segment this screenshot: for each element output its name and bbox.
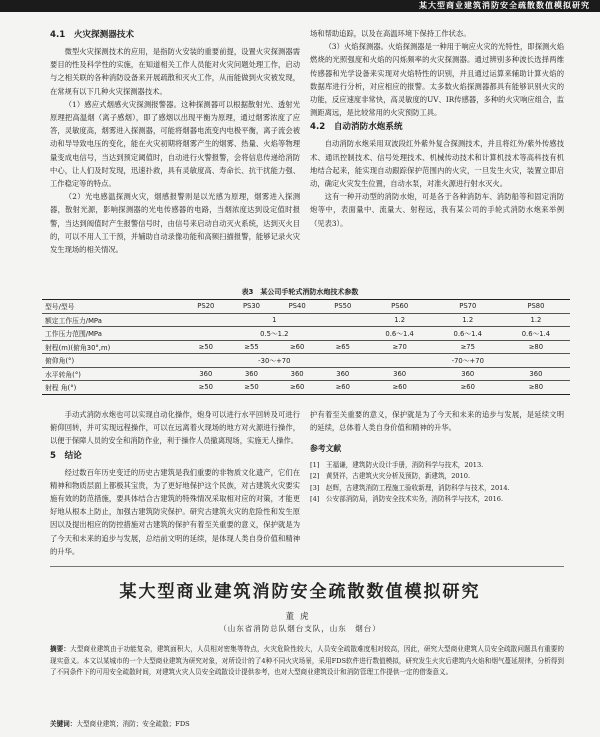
article-author: 董虎 [285, 612, 315, 622]
right-column-top [310, 27, 564, 230]
reference-item: [1] 王福谦，建筑防火设计手册，消防科学与技术，2013. [310, 460, 484, 469]
table-cell: 360 [320, 367, 366, 381]
abstract-label: 摘要： [50, 645, 71, 653]
table-header-cell: PS30 [229, 300, 275, 314]
table-cell: 1.2 [366, 313, 434, 327]
table-cell: ≥60 [274, 381, 320, 395]
paragraph: 自动消防水炮采用双波段红外紫外复合探测技术，并且将红外/紫外传感技术、通讯控制技术、信号处理技术、机械传动技术和计算机技术等高科技有机地结合起来，能实现自动跟踪保护范围内的火灾，一旦发生火灾，装置立即启动，确定火灾发生位置，自动水泵，对准火源进行射水灭火。 [310, 139, 564, 189]
table-row [42, 354, 570, 368]
paragraph: 场和帮助追踪，以及在高温环境下保持工作状态。 [310, 29, 471, 38]
table-cell: 射程 角(°) [42, 381, 183, 395]
paragraph: （2）光电感温探测火灾，烟感报警则是以光感为原理，烟雾进入探测器，散射光源，影响探测器的光电传感器的电路，当烟浓度达到设定值时报警，当达到阀值时产生报警信号时，由信号来启动自动灭火系统，达到灭火目的，可以不用人工干预，并辅助自动录像功能和高频扫描报警，能够记录火灾发生现场的相关情况。 [50, 192, 300, 255]
table-header-cell: PS50 [320, 300, 366, 314]
reference-item: [4] 公安部消防局，消防安全技术实务，消防科学与技术，2016. [310, 495, 504, 504]
table-cell: ≥70 [366, 340, 434, 354]
paragraph: 经过数百年历史变迁的历史古建筑是我们重要的非物质文化遗产，它们在精神和物质层面上都极其宝贵，为了更好地保护这个民族，对古建筑火灾要实施有效的防范措施，要具体结合古建筑的特殊情况采取相对应的对策，才能更好地从根本上防止，加强古建筑防灾保护。研究古建筑火灾的危险性和发生原因以及提出相应的防控措施对古建筑的保护有着至关重要的意义，保护就是为了今天和未来的追步与发展，总结前文明的延续，是体现人类自身价值和精神的升华。 [50, 467, 300, 556]
table-cell: 0.6～1.4 [366, 327, 434, 341]
table-header-cell: PS60 [366, 300, 434, 314]
table-cell: 360 [502, 367, 570, 381]
table-cell: 360 [434, 367, 502, 381]
table-cell: 1 [183, 313, 366, 327]
article-affiliation: （山东省消防总队烟台支队，山东 烟台） [219, 624, 381, 633]
paragraph: 这有一种开动型的消防水炮，可是各于各种消防车、消防船等和固定消防炮等中，表面量中、流量大、射程远，我有某公司的手轮式消防水炮来举例（见表3）。 [310, 192, 564, 228]
table-cell: 射程(m)(俯角30°,m) [42, 340, 183, 354]
section-5-heading: 5 结论 [50, 450, 82, 461]
table-cell: ≥60 [434, 381, 502, 395]
table-row [42, 313, 570, 327]
table-cell: ≥80 [502, 340, 570, 354]
table-header-cell: PS70 [434, 300, 502, 314]
reference-item: [2] 黄贤祥，古建筑火灾分析及预防，新建筑，2010. [310, 472, 471, 481]
table-cell: ≥55 [229, 340, 275, 354]
abstract [50, 644, 564, 679]
references-heading: 参考文献 [310, 444, 342, 454]
table-header-cell: PS40 [274, 300, 320, 314]
table-cell: 1.2 [434, 313, 502, 327]
table-row [42, 367, 570, 381]
article-title: 某大型商业建筑消防安全疏散数值模拟研究 [119, 582, 481, 602]
left-column-bottom [50, 408, 300, 556]
table-cell: ≥50 [229, 381, 275, 395]
table-header-cell: PS20 [183, 300, 229, 314]
paragraph: 手动式消防水炮也可以实现自动化操作，炮身可以进行水平回转及可进行俯仰回转，并可实现远程操作，可以在远离着火现场的地方对火源进行操作，以便于保障人员的安全和消防作业，利于操作人员撤离现场，实施无人操作。 [50, 410, 300, 446]
table-row [42, 381, 570, 395]
table-cell: 俯仰角(°) [42, 354, 183, 368]
table-cell: ≥50 [183, 340, 229, 354]
table-cell: ≥75 [434, 340, 502, 354]
section-4-2-heading: 4.2 自动消防水炮系统 [310, 122, 403, 133]
table-header-row [42, 300, 570, 314]
reference-item: [3] 赵辉，古建筑消防工程施工验收新理，消防科学与技术，2014. [310, 483, 510, 492]
table-cell: ≥50 [183, 381, 229, 395]
table-cell: ≥60 [274, 340, 320, 354]
table-cell: 360 [274, 367, 320, 381]
paragraph: （1）感应式烟感火灾探测报警器。这种探测器可以根据散射光、透射光原理把高温烟（离子感烟），即了感烟以出现平衡为原理，通过烟雾浓度了应答，灵敏度高，烟雾进入探测器，可能将烟器电流变内电极平衡，离子流会被动和导导致电压的变化，能在火灾初期将烟雾产生的烟雾、热量、火焰等物理量变成电信号，当达到预定阈值时，自动进行火警报警，会将信息传递给消防中心，让人们及时发现，迅速扑救，具有灵敏度高、寿命长、抗干扰能力强、工作稳定等的特点。 [50, 99, 300, 189]
table-cell: ≥80 [502, 381, 570, 395]
article-divider [50, 566, 564, 567]
running-header-bar [0, 0, 600, 12]
table-header-cell: PS80 [502, 300, 570, 314]
section-4-1-heading: 4.1 火灾探测器技术 [50, 30, 134, 40]
keywords-text: 大型商业建筑；消防；安全疏散；FDS [76, 720, 190, 728]
paragraph: 护有着至关重要的意义，保护就是为了今天和未来的追步与发展，是延续文明的延续，总体着人类自身价值和精神的升华。 [310, 410, 564, 433]
references-list [310, 460, 564, 506]
table-cell: 0.5～1.2 [183, 327, 366, 341]
paragraph: （3）火焰探测器。火焰探测器是一种用于响应火灾的光特性，即探测火焰燃烧的光照强度和火焰的闪烁频率的火灾探测器。通过辨别多种波长选择两维传感器和光学设备来实现对火焰特性的识别，并且通过运算来辅助计算火焰的数据库进行分析，对应相应的报警。太多数火焰探测器都具有能够识别火灾的功能，反应速度非常快，高灵敏度的UV、IR传感器，多种的火灾响应组合，监测距离远，是比较常用的火灾预防工具。 [310, 42, 564, 118]
table-cell: 0.6～1.4 [434, 327, 502, 341]
table-cell: ≥60 [366, 381, 434, 395]
table-cell: ≥60 [320, 381, 366, 395]
table-header-cell: 型号/型号 [42, 300, 183, 314]
table-cell: ≥65 [320, 340, 366, 354]
right-column-bottom [310, 408, 564, 506]
table-cell: -30～+70 [183, 354, 366, 368]
spec-table [42, 299, 570, 395]
keywords-label: 关键词： [50, 720, 77, 728]
table-cell: 水平转角(°) [42, 367, 183, 381]
keywords [50, 719, 564, 730]
abstract-text: 大型商业建筑由于功能复杂，建筑面积大，人员相对密集等特点，火灾危险性较大，人员安全疏散难度相对较高，因此，研究大型商业建筑人员安全疏散问题具有重要的现实意义。本文以某城市的一个大型商业建筑为研究对象，对所设计的了4种不同火灾场景，采用FDS软件进行数值模拟，研究发生火灾后建筑内火焰和烟气蔓延规律，分析得到了不同条件下的可用安全疏散时间，对建筑火灾人员安全疏散设计提供参考，也对大型商业建筑设计和消防管理工作提供一定的借鉴意义。 [50, 645, 564, 677]
table-row [42, 327, 570, 341]
left-column-top [50, 27, 300, 256]
running-header-title: 某大型商业建筑消防安全疏散数值模拟研究 [419, 1, 590, 10]
table-caption: 表3 某公司手轮式消防水炮技术参数 [241, 288, 359, 296]
table-cell: 0.6～1.4 [502, 327, 570, 341]
paragraph: 微型火灾探测技术的应用，是指防火安装的重要前提，设置火灾探测器需要目的性及科学性的实施，在知道相关工作人员能对火灾问题处理工作，启动与之相关联的各种消防设备来开展疏散和灭火工作，从而能做到火灾被发现，在常规有以下几种火灾探测器技术。 [50, 47, 300, 96]
table-cell: 360 [229, 367, 275, 381]
table-cell: 360 [183, 367, 229, 381]
table-cell: 额定工作压力/MPa [42, 313, 183, 327]
table-cell: 360 [366, 367, 434, 381]
table-cell: 工作压力范围/MPa [42, 327, 183, 341]
table-row [42, 340, 570, 354]
table-cell: -70～+70 [366, 354, 570, 368]
table-cell: 1.2 [502, 313, 570, 327]
